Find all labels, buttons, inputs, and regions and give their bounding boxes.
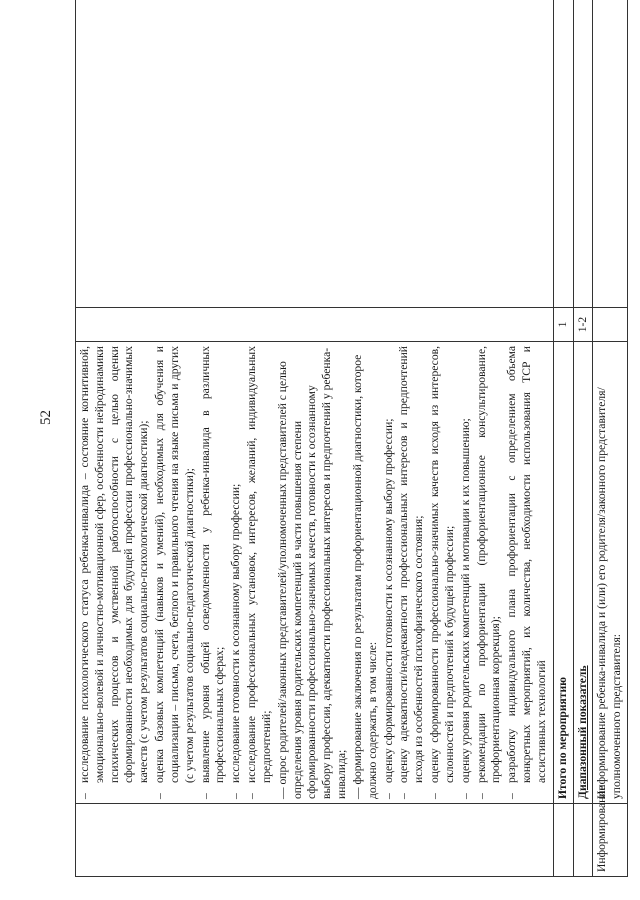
range-row [573, 0, 593, 877]
list-item-text: рекомендации по профориентации (профориентационное консультирование, профориентационная коррекция); [474, 346, 503, 783]
total-row [553, 0, 573, 877]
page-number: 52 [38, 410, 54, 425]
list-item [475, 346, 505, 799]
dash-bullet: – [245, 793, 259, 799]
dash-bullet: – [381, 793, 395, 799]
list-item-text: исследование профессиональных установок, интересов, желаний, индивидуальных предпочтений; [245, 346, 273, 783]
total-notes-cell [553, 0, 573, 308]
list-item-text: выявление уровня общей осведомленности у ребенка-инвалида в различных профессиональных сферах; [198, 346, 227, 783]
description-cell [76, 342, 554, 804]
dash-bullet: – [229, 793, 243, 799]
dash-bullet: – [397, 793, 411, 799]
paragraph-survey [276, 346, 350, 799]
range-label: Диапазонный показатель [573, 342, 593, 804]
list-item [245, 346, 275, 799]
list-item [153, 346, 197, 799]
list-item [199, 346, 229, 799]
list-item-text: исследование готовности к осознанному выбору профессии; [229, 483, 243, 783]
rehab-measures-table [75, 0, 628, 877]
table-row [593, 0, 628, 877]
dash-bullet: – [505, 793, 519, 799]
list-item-text: оценку сформированности готовности к осознанному выбору профессии; [381, 418, 395, 783]
range-value: 1-2 [573, 308, 593, 342]
activity-name: Информирование [593, 804, 628, 877]
list-item [382, 346, 397, 799]
paragraph-text: опрос родителей/законных представителей/уполномоченных представителей с целью определения уровня родительских компетенций в части повышения степени сформированности профессионально-значимых качеств, готовности к осознанному выбору профессии, адекватности профессиональных интересов и предпочтений у ребенка-инвалида; [275, 347, 349, 799]
list-item [397, 346, 427, 799]
list-item [428, 346, 458, 799]
document-table-rotated [75, 34, 624, 877]
dash-bullet: – [78, 793, 91, 799]
list-item [505, 346, 549, 799]
long-dash: — [275, 787, 289, 799]
dash-bullet: – [458, 793, 472, 799]
list-item-text: оценку уровня родительских компетенций и мотивации к их повышению; [458, 418, 472, 783]
notes-cell-empty [76, 0, 554, 308]
list-item-text: оценку адекватности/неадекватности профессиональных интересов и предпочтений исходя из особенностей психофизического состояния; [397, 346, 426, 783]
list-item [78, 346, 152, 799]
range-notes-cell [573, 0, 593, 308]
dash-bullet: – [153, 793, 167, 799]
total-activity-cell [553, 804, 573, 877]
row2-notes-cell [593, 0, 628, 308]
list-item-text: исследование психологического статуса ребенка-инвалида – состояние когнитивной, эмоционально-волевой и личностно-мотивационной сфер, особенности нейродинамики психических процессов и умственной работоспособности с целью оценки сформированности необходимых для будущей профессии профессионально-значимых качеств (с учетом результатов социально-психологической диагностики); [78, 346, 151, 783]
list-item [229, 346, 244, 799]
value-cell-empty [76, 308, 554, 342]
total-value: 1 [553, 308, 573, 342]
activity-description: Информирование ребенка-инвалида и (или) его родителя/законного представителя/уполномоченного представителя: [593, 342, 628, 804]
list-item [459, 346, 474, 799]
paragraph-text: формирование заключения по результатам профориентационной диагностики, которое должно содержать, в том числе: [350, 354, 379, 799]
dash-bullet: – [474, 793, 488, 799]
list-item-text: оценка базовых компетенций (навыков и умений), необходимых для обучения и социализации – письма, счета, беглого и правильного чтения на языке письма и других (с учетом результатов социально-педагогической диагностики); [153, 346, 196, 783]
row2-value-cell [593, 308, 628, 342]
long-dash: — [350, 787, 364, 799]
table-row [76, 0, 554, 877]
range-activity-cell [573, 804, 593, 877]
total-label: Итого по мероприятию [553, 342, 573, 804]
dash-bullet: – [428, 793, 442, 799]
dash-bullet: – [198, 793, 212, 799]
list-item-text: разработку индивидуального плана профориентации с определением объема конкретных мероприятий, их количества, необходимости использования ТСР и ассистивных технологий [505, 346, 548, 783]
activity-cell-empty [76, 804, 554, 877]
list-item-text: оценку сформированности профессионально-значимых качеств исходя из интересов, склонностей и предпочтений к будущей профессии; [428, 346, 456, 783]
paragraph-conclusion [351, 346, 381, 799]
